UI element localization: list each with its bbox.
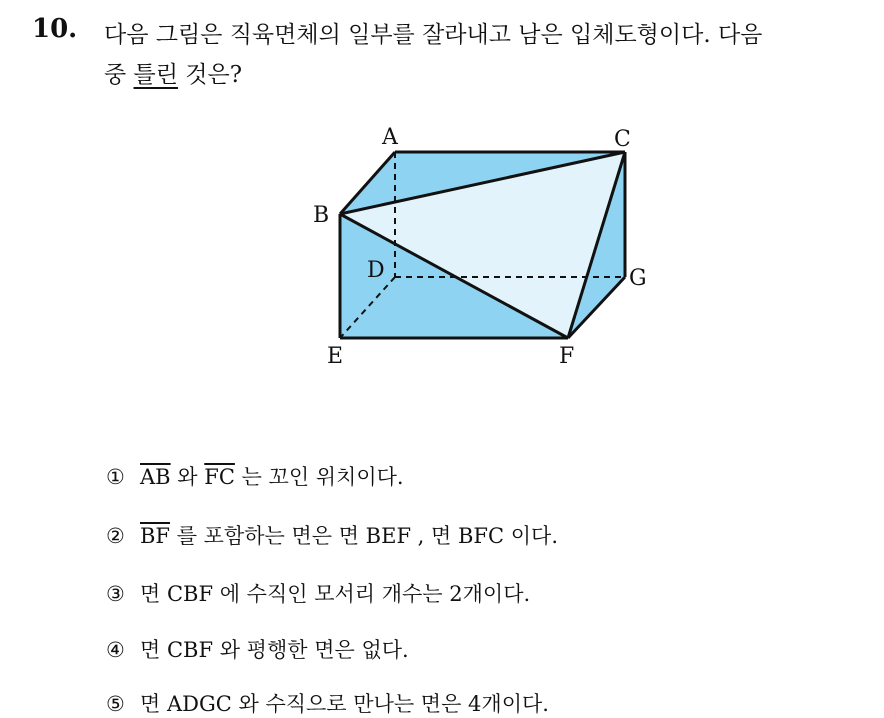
choice-mark: ② — [106, 524, 125, 548]
choice-5[interactable] — [106, 688, 549, 718]
question-underlined-word: 틀린 — [133, 62, 178, 88]
choice-mark: ③ — [106, 582, 125, 606]
choice-2[interactable] — [106, 520, 558, 550]
solid-figure — [300, 120, 660, 380]
question-number: 10. — [32, 14, 78, 44]
vertex-label-F: F — [559, 344, 575, 369]
choice-mark: ⑤ — [106, 692, 125, 716]
vertex-label-E: E — [327, 344, 344, 369]
vertex-label-G: G — [629, 266, 647, 291]
solid-figure-svg — [300, 120, 660, 380]
choice-4[interactable] — [106, 634, 409, 664]
choice-mark: ④ — [106, 638, 125, 662]
vertex-label-A: A — [382, 125, 398, 150]
choice-text: 를 포함하는 면은 면 BEF , 면 BFC 이다. — [170, 524, 558, 548]
vertex-label-B: B — [313, 203, 330, 228]
question-line2-suffix: 것은? — [177, 62, 243, 88]
question-line2-prefix: 중 — [104, 62, 134, 88]
question-text-line1: 다음 그림은 직육면체의 일부를 잘라내고 남은 입체도형이다. 다음 — [104, 22, 763, 48]
choice-text: 면 ADGC 와 수직으로 만나는 면은 4개이다. — [140, 692, 549, 716]
question-text-line2 — [104, 56, 242, 89]
choice-text: 는 꼬인 위치이다. — [234, 465, 404, 489]
choice-1[interactable] — [106, 461, 404, 491]
vertex-label-D: D — [367, 258, 385, 283]
choice-mark: ① — [106, 465, 125, 489]
choice-3[interactable] — [106, 578, 530, 608]
choice-text: 와 — [170, 465, 205, 489]
segment-label: $\overline{AB}$ — [140, 465, 171, 489]
segment-label: $\overline{BF}$ — [140, 524, 171, 548]
choice-text: 면 CBF 에 수직인 모서리 개수는 2개이다. — [140, 582, 531, 606]
segment-label: $\overline{FC}$ — [204, 465, 235, 489]
choice-text: 면 CBF 와 평행한 면은 없다. — [140, 638, 409, 662]
vertex-label-C: C — [614, 127, 631, 152]
